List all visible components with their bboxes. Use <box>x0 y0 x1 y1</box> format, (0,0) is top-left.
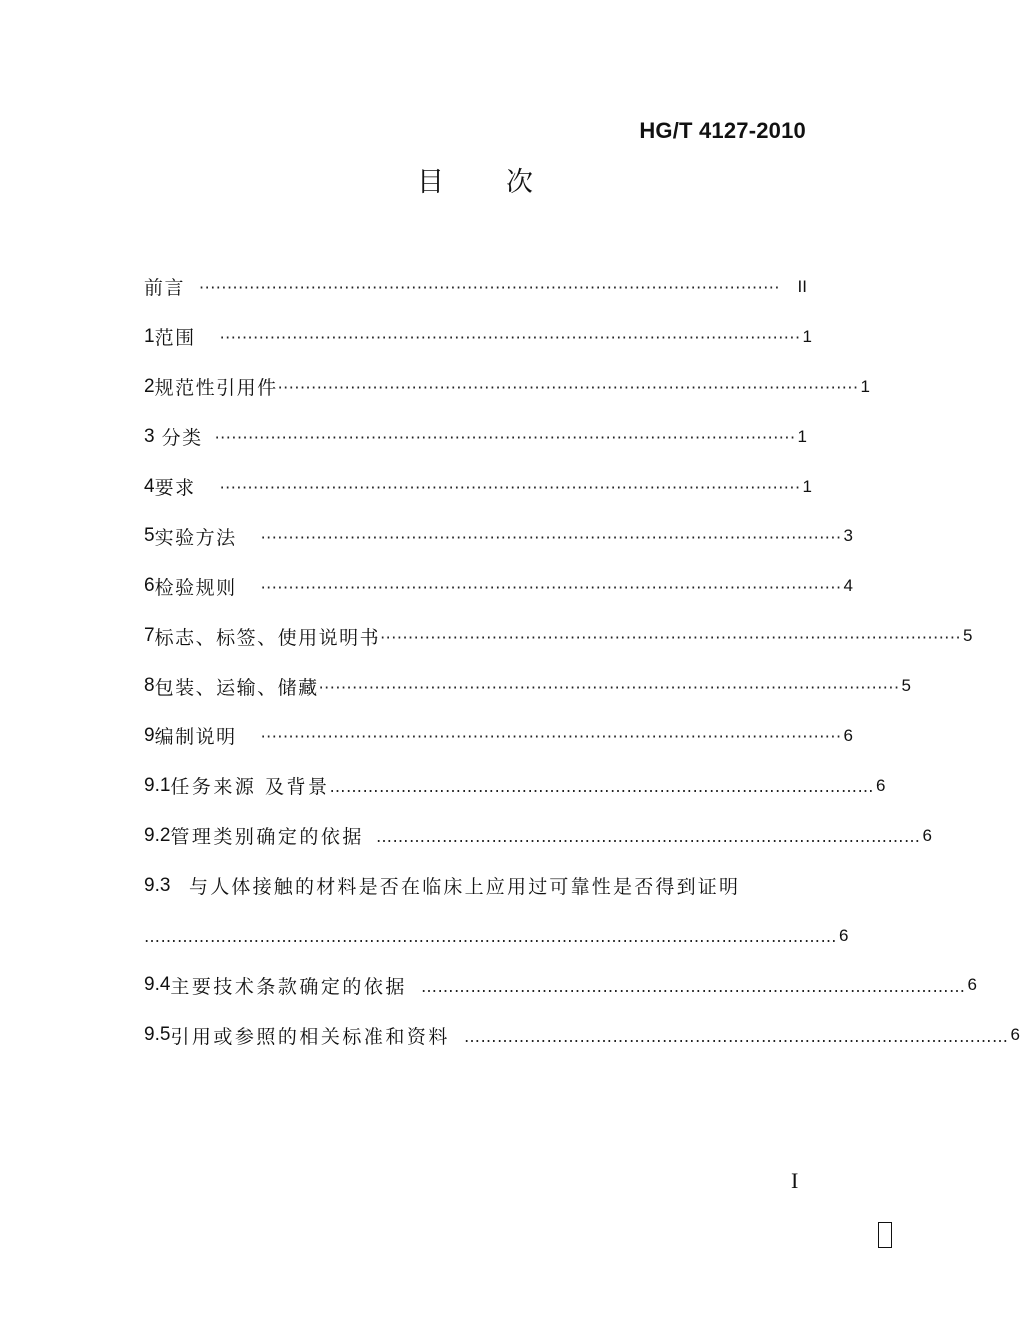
toc-entry-page: 1 <box>797 426 807 446</box>
toc-entry-label: 编制说明 <box>154 726 237 749</box>
missing-glyph-box-icon <box>878 1222 892 1248</box>
toc-entry-page: 6 <box>1010 1025 1020 1045</box>
toc-entry-page: 6 <box>875 775 886 795</box>
toc-entry-4[interactable] <box>144 462 812 512</box>
toc-leader-dots: ……………………………………………………………………………………… <box>420 976 966 996</box>
toc-entry-1[interactable] <box>144 312 812 362</box>
toc-entry-page: 6 <box>839 925 849 945</box>
toc-entry-foreword[interactable] <box>144 262 807 312</box>
toc-entry-page: 5 <box>963 626 973 646</box>
toc-entry-number: 8 <box>144 675 155 697</box>
toc-entry-number: 9.5 <box>144 1024 171 1046</box>
toc-entry-number: 5 <box>144 525 155 547</box>
toc-entry-3[interactable] <box>144 412 807 462</box>
toc-entry-label: 与人体接触的材料是否在临床上应用过可靠性是否得到证明 <box>189 876 741 899</box>
toc-entry-label: 要求 <box>154 477 196 499</box>
toc-entry-number: 6 <box>144 575 155 597</box>
toc-entry-page: 6 <box>967 975 977 995</box>
toc-entry-9-2[interactable] <box>144 811 932 861</box>
toc-entry-5[interactable] <box>144 511 853 561</box>
toc-leader-dots: ········································································································ <box>277 378 859 398</box>
toc-leader-dots: ········································································································ <box>260 527 842 547</box>
toc-entry-label: 管理类别确定的依据 <box>170 826 364 849</box>
toc-entry-label: 规范性引用件 <box>154 377 278 400</box>
toc-entry-label: 标志、标签、使用说明书 <box>154 626 381 649</box>
toc-entry-page: 3 <box>843 526 853 546</box>
toc-leader-dots: ········································································································ <box>260 577 842 597</box>
toc-entry-page: 6 <box>843 725 853 745</box>
toc-entry-number: 4 <box>144 475 155 497</box>
toc-entry-page: 1 <box>860 376 870 396</box>
toc-entry-page: II <box>797 276 807 296</box>
toc-entry-page: 4 <box>843 576 853 596</box>
toc-entry-number: 9.1 <box>144 774 171 796</box>
toc-leader-dots: ········································································································ <box>380 627 962 647</box>
toc-entry-7[interactable] <box>144 611 973 661</box>
toc-entry-number: 7 <box>144 625 155 647</box>
toc-leader-dots: ……………………………………………………………………………………… <box>375 827 921 847</box>
toc-entry-number: 3 <box>144 425 155 447</box>
toc-entry-label: 范围 <box>154 327 196 350</box>
toc-leader-dots: ········································································································ <box>219 478 801 497</box>
toc-entry-9[interactable] <box>144 711 853 761</box>
toc-entry-8[interactable] <box>144 661 911 711</box>
toc-entry-2[interactable] <box>144 362 870 412</box>
toc-leader-dots: ········································································································ <box>214 428 796 448</box>
title-char-1: 目 <box>417 167 444 198</box>
toc-entry-9-5[interactable] <box>144 1010 1020 1060</box>
toc-entry-9-3[interactable] <box>144 861 807 911</box>
toc-entry-number: 9 <box>144 724 155 746</box>
toc-entry-page: 6 <box>922 825 932 845</box>
page-title <box>0 160 950 199</box>
toc-entry-label: 引用或参照的相关标准和资料 <box>170 1025 450 1048</box>
toc-entry-9-4[interactable] <box>144 960 977 1010</box>
toc-leader-dots: ……………………………………………………………………………………………………………… <box>144 927 837 947</box>
toc-entry-number: 1 <box>144 325 155 347</box>
toc-entry-number: 9.2 <box>144 824 171 846</box>
toc-entry-9-1[interactable] <box>144 761 886 811</box>
toc-leader-dots: ……………………………………………………………………………………… <box>329 777 874 797</box>
toc-entry-label: 包装、运输、储藏 <box>154 676 319 699</box>
toc-entry-label: 任务来源 及背景 <box>170 776 330 799</box>
toc-entry-9-3-continuation[interactable] <box>144 911 849 961</box>
toc-leader-dots: ……………………………………………………………………………………… <box>463 1026 1009 1046</box>
toc-leader-dots: ········································································································ <box>199 278 780 298</box>
toc-entry-number: 2 <box>144 375 155 397</box>
toc-entry-page: 1 <box>802 326 812 346</box>
toc-entry-6[interactable] <box>144 561 853 611</box>
toc-entry-label: 主要技术条款确定的依据 <box>170 975 407 998</box>
toc-entry-label: 分类 <box>161 427 203 450</box>
toc-entry-page: 5 <box>901 676 911 696</box>
title-char-2: 次 <box>506 167 533 198</box>
toc-leader-dots: ········································································································ <box>318 677 900 697</box>
toc-leader-dots: ········································································································ <box>219 328 801 348</box>
toc-entry-number: 9.3 <box>144 874 171 896</box>
page-number: I <box>791 1168 799 1193</box>
toc-entry-number: 9.4 <box>144 974 171 996</box>
toc-entry-label: 前言 <box>144 277 186 300</box>
toc-entry-page: 1 <box>802 476 812 496</box>
toc-leader-dots: ········································································································ <box>260 727 842 747</box>
table-of-contents <box>144 262 1020 1060</box>
standard-code: HG/T 4127-2010 <box>639 118 806 143</box>
toc-entry-label: 实验方法 <box>154 526 237 549</box>
toc-entry-label: 检验规则 <box>154 576 237 599</box>
